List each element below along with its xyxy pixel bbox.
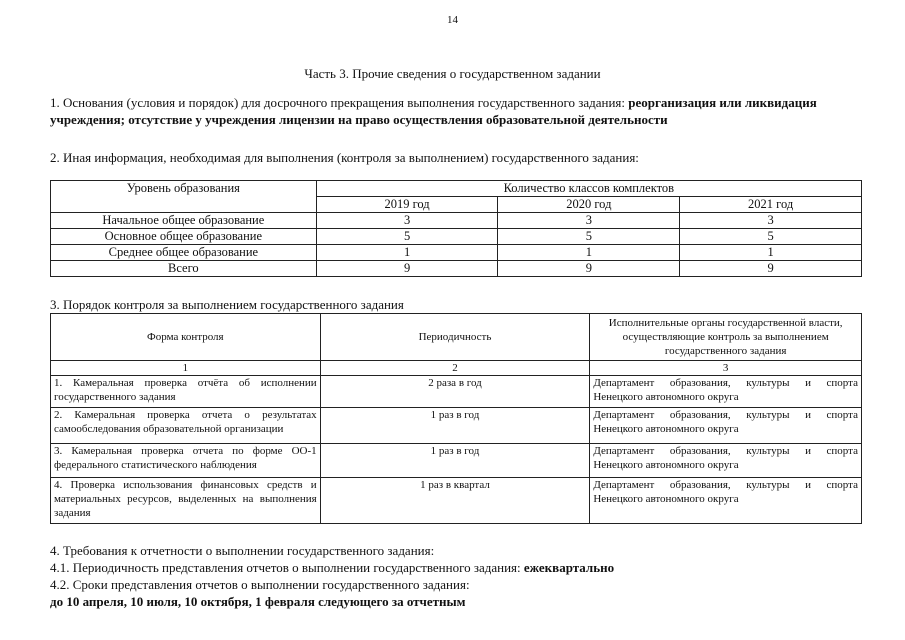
section-4-label: 4. Требования к отчетности о выполнении государственного задания: — [50, 543, 435, 558]
periodicity: 1 раз в год — [320, 408, 590, 444]
column-number: 2 — [320, 361, 590, 376]
control-organ: Департамент образования, культуры и спорта Ненецкого автономного округа — [590, 444, 862, 478]
column-number: 3 — [590, 361, 862, 376]
level-name: Начальное общее образование — [51, 213, 317, 229]
section-4 — [50, 542, 865, 610]
periodicity: 2 раза в год — [320, 376, 590, 408]
control-form: 1. Камеральная проверка отчёта об исполнении государственного задания — [51, 376, 321, 408]
table-row — [51, 245, 862, 261]
education-levels-table — [50, 180, 862, 277]
control-organ: Департамент образования, культуры и спорта Ненецкого автономного округа — [590, 376, 862, 408]
class-count: 3 — [680, 213, 862, 229]
section-3-label: 3. Порядок контроля за выполнением государственного задания — [50, 297, 404, 312]
table-row — [51, 229, 862, 245]
table-row — [51, 478, 862, 524]
section-4-1-value: ежеквартально — [523, 560, 615, 575]
class-count: 1 — [498, 245, 680, 261]
section-1 — [50, 94, 865, 128]
periodicity: 1 раз в год — [320, 444, 590, 478]
table-header-row — [51, 181, 862, 197]
col-group-header: Количество классов комплектов — [316, 181, 861, 197]
table-row — [51, 408, 862, 444]
class-count: 5 — [316, 229, 498, 245]
table-row — [51, 261, 862, 277]
table-header-row — [51, 314, 862, 361]
control-form: 3. Камеральная проверка отчета по форме ОО-1 федерального статистического наблюдения — [51, 444, 321, 478]
level-name: Всего — [51, 261, 317, 277]
table-numbers-row — [51, 361, 862, 376]
section-2-label: 2. Иная информация, необходимая для выполнения (контроля за выполнением) государственного задания: — [50, 150, 639, 165]
column-number: 1 — [51, 361, 321, 376]
year-header: 2021 год — [680, 197, 862, 213]
level-name: Основное общее образование — [51, 229, 317, 245]
part-heading: Часть 3. Прочие сведения о государственном задании — [304, 66, 601, 81]
class-count: 1 — [680, 245, 862, 261]
table-row — [51, 444, 862, 478]
class-count: 9 — [316, 261, 498, 277]
section-1-value-line1: реорганизация или ликвидация — [628, 95, 817, 110]
table-row — [51, 376, 862, 408]
control-form: 2. Камеральная проверка отчета о результатах самообследования образовательной организации — [51, 408, 321, 444]
table-row — [51, 213, 862, 229]
col-level-header: Уровень образования — [51, 181, 317, 213]
year-header: 2019 год — [316, 197, 498, 213]
section-4-1 — [50, 559, 865, 576]
periodicity-header: Периодичность — [320, 314, 590, 361]
year-header: 2020 год — [498, 197, 680, 213]
control-table — [50, 313, 862, 524]
control-form-header: Форма контроля — [51, 314, 321, 361]
class-count: 3 — [316, 213, 498, 229]
level-name: Среднее общее образование — [51, 245, 317, 261]
class-count: 3 — [498, 213, 680, 229]
control-organ: Департамент образования, культуры и спорта Ненецкого автономного округа — [590, 478, 862, 524]
section-1-value-line2: учреждения; отсутствие у учреждения лицензии на право осуществления образовательной деятельности — [50, 112, 668, 127]
control-form: 4. Проверка использования финансовых средств и материальных ресурсов, выделенных на выполнения задания — [51, 478, 321, 524]
section-4-1-label: 4.1. Периодичность представления отчетов о выполнении государственного задания: — [50, 560, 524, 575]
class-count: 9 — [680, 261, 862, 277]
page-number: 14 — [447, 14, 458, 26]
section-1-label: 1. Основания (условия и порядок) для досрочного прекращения выполнения государственного задания: — [50, 95, 629, 110]
section-4-2-label: 4.2. Сроки представления отчетов о выполнении государственного задания: — [50, 577, 470, 592]
class-count: 1 — [316, 245, 498, 261]
class-count: 5 — [680, 229, 862, 245]
section-4-2-value: до 10 апреля, 10 июля, 10 октября, 1 февраля следующего за отчетным — [50, 594, 466, 609]
control-organ-header: Исполнительные органы государственной власти, осуществляющие контроль за выполнением государственного задания — [590, 314, 862, 361]
periodicity: 1 раз в квартал — [320, 478, 590, 524]
control-organ: Департамент образования, культуры и спорта Ненецкого автономного округа — [590, 408, 862, 444]
class-count: 9 — [498, 261, 680, 277]
class-count: 5 — [498, 229, 680, 245]
